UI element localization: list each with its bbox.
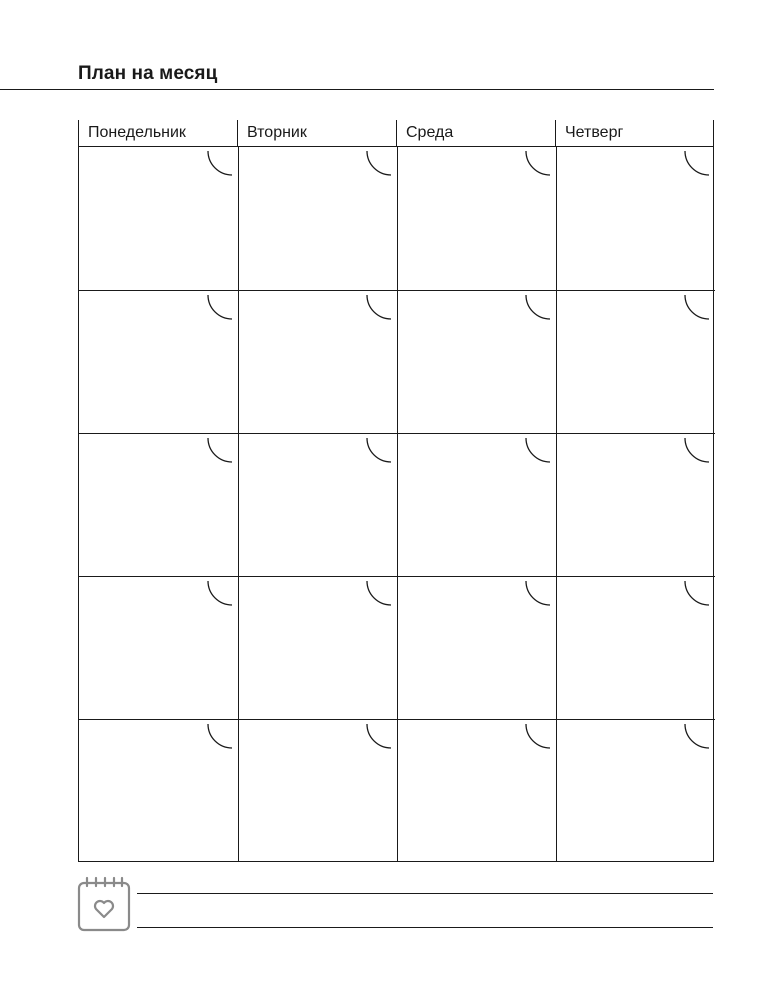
date-corner-mark bbox=[524, 293, 552, 321]
note-line bbox=[137, 893, 713, 894]
calendar-week-row bbox=[79, 147, 715, 290]
date-corner-mark bbox=[683, 293, 711, 321]
month-calendar bbox=[78, 120, 714, 862]
calendar-day-cell[interactable] bbox=[79, 719, 238, 862]
calendar-day-cell[interactable] bbox=[556, 433, 715, 576]
calendar-day-cell[interactable] bbox=[556, 147, 715, 290]
calendar-day-cell[interactable] bbox=[556, 576, 715, 719]
calendar-day-cell[interactable] bbox=[397, 147, 556, 290]
weekday-header-row bbox=[78, 120, 714, 146]
date-corner-mark bbox=[683, 579, 711, 607]
date-corner-mark bbox=[365, 436, 393, 464]
calendar-day-cell[interactable] bbox=[238, 719, 397, 862]
date-corner-mark bbox=[365, 149, 393, 177]
weekday-header-tuesday: Вторник bbox=[237, 120, 396, 146]
weekday-header-thursday: Четверг bbox=[555, 120, 714, 146]
calendar-day-cell[interactable] bbox=[79, 433, 238, 576]
calendar-day-cell[interactable] bbox=[238, 290, 397, 433]
calendar-day-cell[interactable] bbox=[397, 576, 556, 719]
calendar-week-row bbox=[79, 576, 715, 719]
calendar-day-cell[interactable] bbox=[79, 290, 238, 433]
calendar-grid bbox=[78, 146, 714, 862]
calendar-day-cell[interactable] bbox=[238, 433, 397, 576]
calendar-week-row bbox=[79, 719, 715, 862]
date-corner-mark bbox=[206, 722, 234, 750]
calendar-day-cell[interactable] bbox=[238, 147, 397, 290]
date-corner-mark bbox=[206, 293, 234, 321]
date-corner-mark bbox=[683, 436, 711, 464]
date-corner-mark bbox=[524, 579, 552, 607]
title-divider bbox=[0, 89, 714, 90]
date-corner-mark bbox=[365, 722, 393, 750]
calendar-day-cell[interactable] bbox=[556, 290, 715, 433]
date-corner-mark bbox=[524, 436, 552, 464]
calendar-day-cell[interactable] bbox=[79, 576, 238, 719]
calendar-day-cell[interactable] bbox=[397, 433, 556, 576]
calendar-day-cell[interactable] bbox=[556, 719, 715, 862]
date-corner-mark bbox=[206, 579, 234, 607]
calendar-day-cell[interactable] bbox=[238, 576, 397, 719]
calendar-heart-icon bbox=[77, 876, 133, 934]
date-corner-mark bbox=[524, 149, 552, 177]
date-corner-mark bbox=[365, 579, 393, 607]
date-corner-mark bbox=[206, 436, 234, 464]
date-corner-mark bbox=[524, 722, 552, 750]
date-corner-mark bbox=[365, 293, 393, 321]
calendar-week-row bbox=[79, 433, 715, 576]
calendar-week-row bbox=[79, 290, 715, 433]
date-corner-mark bbox=[683, 149, 711, 177]
date-corner-mark bbox=[683, 722, 711, 750]
weekday-header-wednesday: Среда bbox=[396, 120, 555, 146]
calendar-day-cell[interactable] bbox=[397, 719, 556, 862]
calendar-day-cell[interactable] bbox=[79, 147, 238, 290]
page-title: План на месяц bbox=[78, 63, 218, 84]
date-corner-mark bbox=[206, 149, 234, 177]
calendar-day-cell[interactable] bbox=[397, 290, 556, 433]
weekday-header-monday: Понедельник bbox=[78, 120, 237, 146]
note-line bbox=[137, 927, 713, 928]
